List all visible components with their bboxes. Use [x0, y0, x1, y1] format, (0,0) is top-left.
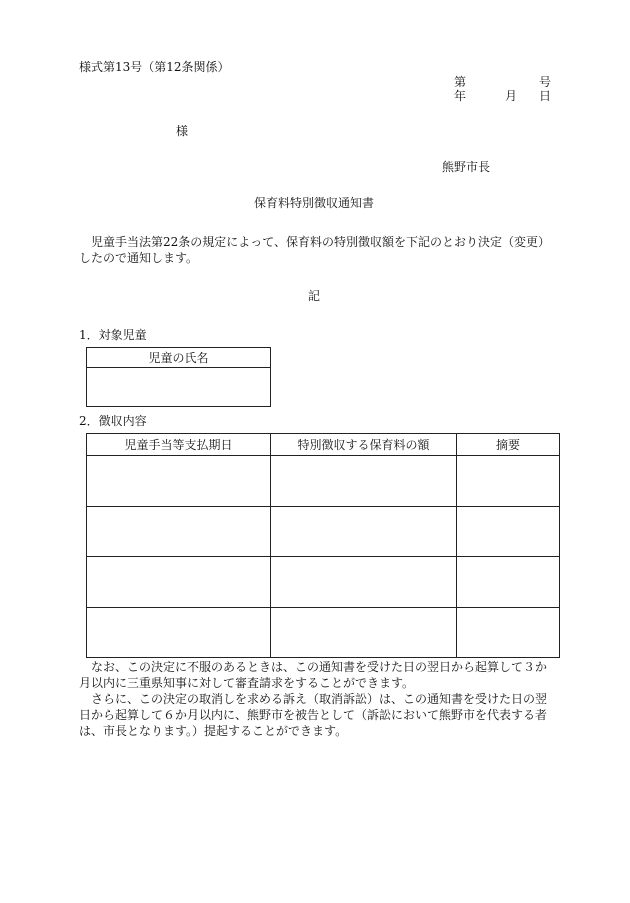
issuer: 熊野市長	[442, 160, 491, 174]
table-cell	[457, 608, 560, 658]
collection-table	[86, 433, 560, 658]
table-cell	[457, 507, 560, 557]
child-name-cell	[87, 368, 271, 407]
table-cell	[271, 608, 457, 658]
intro-paragraph: 児童手当法第22条の規定によって、保育料の特別徴収額を下記のとおり決定（変更）したので通知します。	[79, 235, 551, 265]
date-month: 月	[505, 89, 518, 103]
notice-appeal: なお、この決定に不服のあるときは、この通知書を受けた日の翌日から起算して３か月以内に三重県知事に対して審査請求をすることができます。	[79, 660, 548, 690]
table-cell	[87, 507, 271, 557]
document-title: 保育料特別徴収通知書	[254, 196, 375, 210]
table-cell	[87, 557, 271, 608]
table-cell	[457, 456, 560, 507]
ki-label: 記	[308, 289, 321, 303]
col-collection-amount: 特別徴収する保育料の額	[271, 434, 457, 456]
table-cell	[87, 608, 271, 658]
section2-heading: 2．徴収内容	[79, 414, 147, 428]
form-label: 様式第13号（第12条関係）	[79, 60, 230, 74]
table-cell	[271, 456, 457, 507]
date-year: 年	[454, 89, 467, 103]
notice-lawsuit: さらに、この決定の取消しを求める訴え（取消訴訟）は、この通知書を受けた日の翌日から起算して６か月以内に、熊野市を被告として（訴訟において熊野市を代表する者は、市長となります。）提起することができます。	[79, 692, 548, 738]
table-cell	[87, 456, 271, 507]
col-payment-date: 児童手当等支払期日	[87, 434, 271, 456]
child-name-header: 児童の氏名	[87, 348, 271, 368]
doc-number-prefix: 第	[454, 75, 467, 89]
table-cell	[271, 557, 457, 608]
date-day: 日	[539, 89, 552, 103]
child-table	[86, 347, 271, 407]
col-remarks: 摘要	[457, 434, 560, 456]
addressee-suffix: 様	[176, 124, 189, 138]
doc-number-suffix: 号	[539, 75, 552, 89]
table-cell	[457, 557, 560, 608]
section1-heading: 1．対象児童	[79, 328, 147, 342]
table-cell	[271, 507, 457, 557]
